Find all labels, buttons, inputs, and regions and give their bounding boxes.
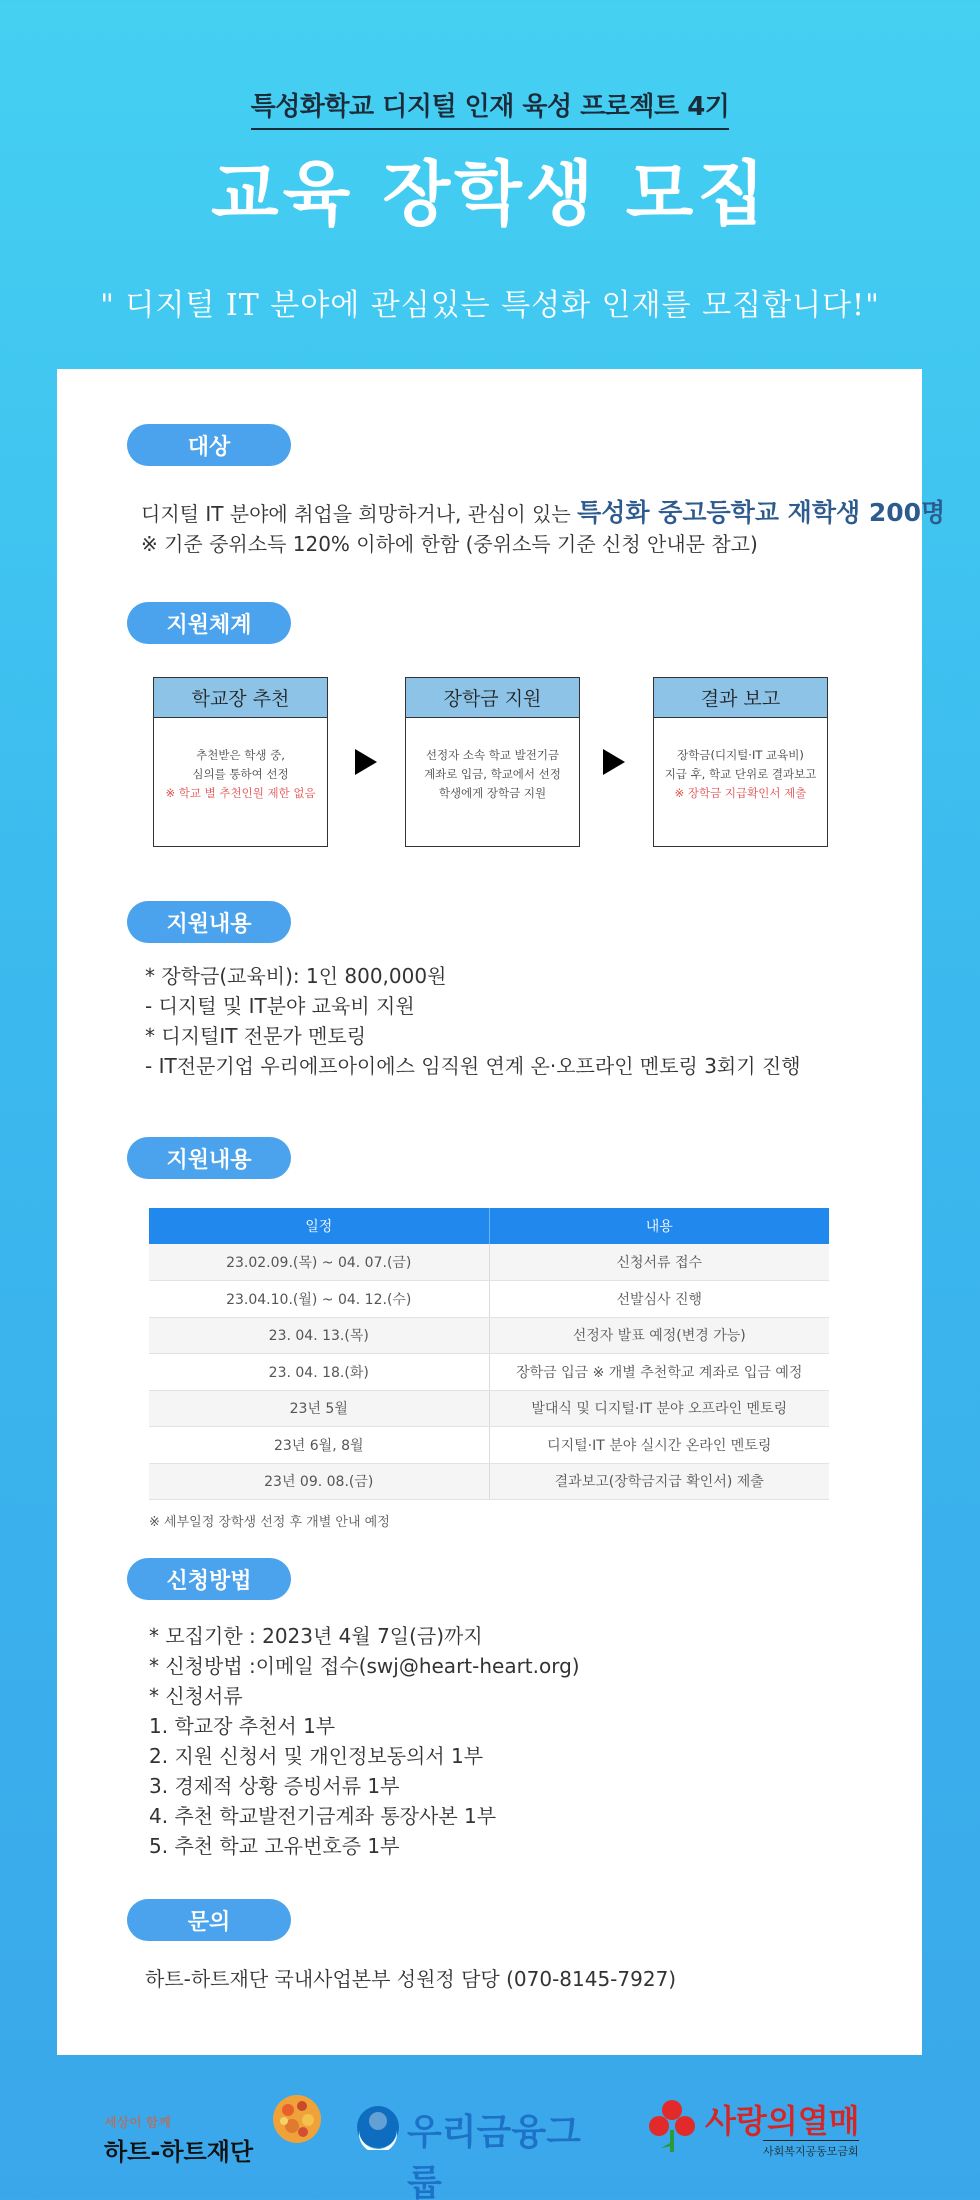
love-fruit-emblem-icon	[647, 2098, 697, 2156]
section-label-target: 대상	[127, 424, 291, 466]
flow-step-report: 결과 보고 장학금(디지털·IT 교육비) 지급 후, 학교 단위로 결과보고 ※ 장학금 지급확인서 제출	[653, 677, 828, 847]
flow-step-scholarship: 장학금 지원 선정자 소속 학교 발전기금 계좌로 입금, 학교에서 선정 학생에게 장학금 지원	[405, 677, 580, 847]
section-label-apply: 신청방법	[127, 1558, 291, 1600]
target-highlight: 특성화 중고등학교 재학생 200명	[577, 498, 946, 527]
table-row: 23년 5월 발대식 및 디지털·IT 분야 오프라인 멘토링	[149, 1390, 829, 1427]
arrow-right-icon	[355, 749, 377, 775]
list-item: - 디지털 및 IT분야 교육비 지원	[145, 994, 415, 1018]
list-item: 4. 추천 학교발전기금계좌 통장사본 1부	[149, 1804, 497, 1828]
schedule-note: ※ 세부일정 장학생 선정 후 개별 안내 예정	[149, 1515, 390, 1530]
page-title: 교육 장학생 모집	[210, 153, 770, 235]
list-item: 1. 학교장 추천서 1부	[149, 1714, 336, 1738]
arrow-right-icon	[603, 749, 625, 775]
flow-step-recommend: 학교장 추천 추천받은 학생 중, 심의를 통하여 선정 ※ 학교 별 추천인원 제한 없음	[153, 677, 328, 847]
project-subtitle: 특성화학교 디지털 인재 육성 프로젝트 4기	[0, 86, 980, 123]
heart-heart-emblem-icon	[270, 2092, 324, 2146]
content-card	[57, 369, 946, 2055]
table-row: 23.02.09.(목) ~ 04. 07.(금) 신청서류 접수	[149, 1244, 829, 1281]
sponsor-logos	[0, 2080, 980, 2200]
flow-step-note: ※ 장학금 지급확인서 제출	[674, 786, 807, 800]
table-row: 23년 09. 08.(금) 결과보고(장학금지급 확인서) 제출	[149, 1463, 829, 1500]
target-line-1: 디지털 IT 분야에 취업을 희망하거나, 관심이 있는 특성화 중고등학교 재학생 200명	[141, 498, 946, 527]
table-header-content: 내용	[489, 1208, 829, 1244]
table-row: 23.04.10.(월) ~ 04. 12.(수) 선발심사 진행	[149, 1281, 829, 1318]
section-label-system: 지원체계	[127, 602, 291, 644]
schedule-table	[149, 1208, 829, 1500]
table-header-date: 일정	[149, 1208, 489, 1244]
flow-step-title: 학교장 추천	[154, 678, 327, 718]
list-item: * 장학금(교육비): 1인 800,000원	[145, 964, 447, 988]
page-header	[0, 0, 980, 370]
list-item: - IT전문기업 우리에프아이에스 임직원 연계 온·오프라인 멘토링 3회기 진행	[145, 1054, 801, 1078]
contact-text: 하트-하트재단 국내사업본부 성원정 담당 (070-8145-7927)	[145, 1967, 677, 1991]
list-item: 5. 추천 학교 고유번호증 1부	[149, 1834, 400, 1858]
heart-heart-logo: 세상이 함께 하트-하트재단	[100, 2090, 330, 2170]
love-fruit-logo: 사랑의열매 사회복지공동모금회	[645, 2090, 895, 2170]
flow-step-title: 결과 보고	[654, 678, 827, 718]
content-list	[145, 961, 801, 1081]
woori-logo: 우리금융그룹	[355, 2098, 615, 2168]
section-label-schedule: 지원내용	[127, 1137, 291, 1179]
flow-step-note: ※ 학교 별 추천인원 제한 없음	[165, 786, 316, 800]
table-row: 23년 6월, 8월 디지털·IT 분야 실시간 온라인 멘토링	[149, 1427, 829, 1464]
flow-step-title: 장학금 지원	[406, 678, 579, 718]
table-row: 23. 04. 13.(목) 선정자 발표 예정(변경 가능)	[149, 1317, 829, 1354]
list-item: * 디지털IT 전문가 멘토링	[145, 1024, 367, 1048]
list-item: 3. 경제적 상황 증빙서류 1부	[149, 1774, 400, 1798]
list-item: * 신청서류	[149, 1684, 243, 1708]
section-label-content: 지원내용	[127, 901, 291, 943]
list-item: * 모집기한 : 2023년 4월 7일(금)까지	[149, 1624, 483, 1648]
tagline: " 디지털 IT 분야에 관심있는 특성화 인재를 모집합니다!"	[100, 288, 880, 323]
target-line-2: ※ 기준 중위소득 120% 이하에 한함 (중위소득 기준 신청 안내문 참고)	[141, 532, 758, 556]
apply-list	[149, 1621, 580, 1861]
woori-emblem-icon	[355, 2104, 401, 2150]
list-item: * 신청방법 :이메일 접수(swj@heart-heart.org)	[149, 1654, 580, 1678]
list-item: 2. 지원 신청서 및 개인정보동의서 1부	[149, 1744, 484, 1768]
section-label-contact: 문의	[127, 1899, 291, 1941]
table-row: 23. 04. 18.(화) 장학금 입금 ※ 개별 추천학교 계좌로 입금 예정	[149, 1354, 829, 1391]
